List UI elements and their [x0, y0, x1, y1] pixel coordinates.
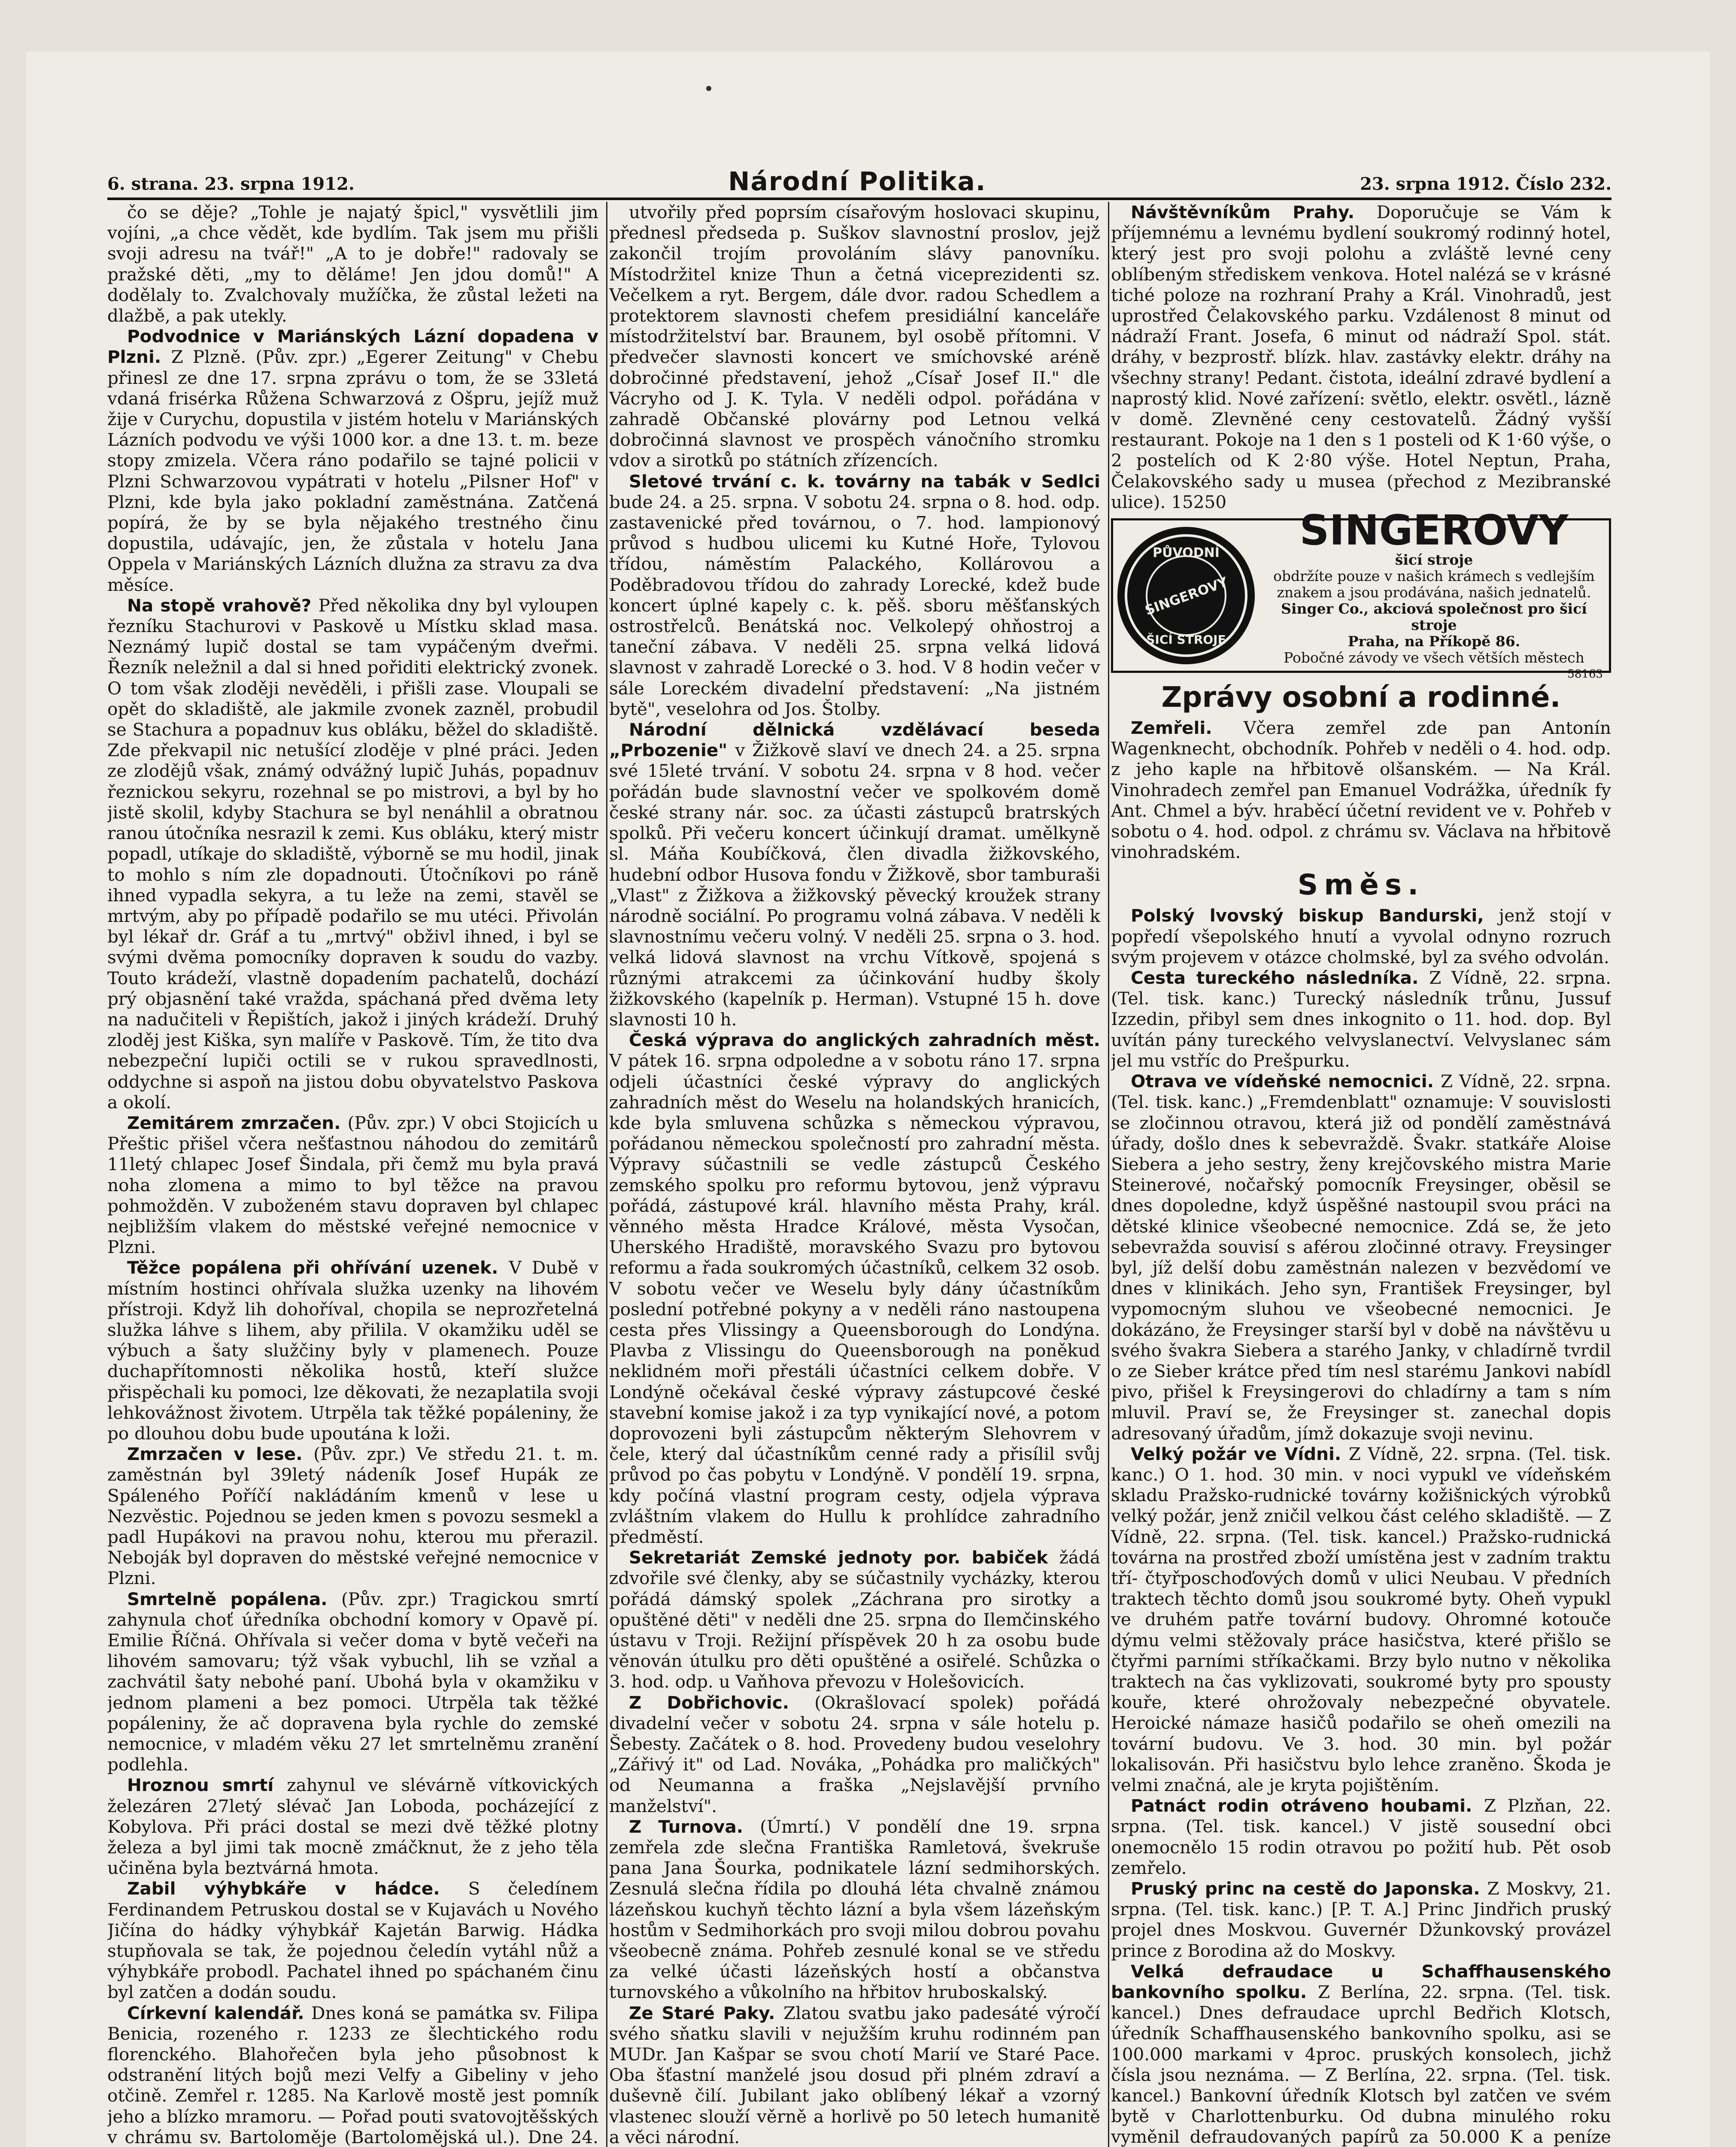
col1-headline-5: Zmrzačen v lese.	[127, 1444, 314, 1465]
col3c-paragraph-6	[1111, 1961, 1611, 2147]
col1-paragraph-3	[107, 1113, 598, 1257]
col2-headline-4: Sekretariát Zemské jednoty por. babiček	[629, 1547, 1059, 1568]
singer-logo-top: PŮVODNÍ	[1153, 545, 1220, 561]
col1-paragraph-7	[107, 1775, 598, 1878]
singer-logo-bottom: ŠICÍ STROJE	[1146, 633, 1226, 647]
col1-text-4: V Dubě v místním hostinci ohřívala služka uzenky na lihovém přístroji. Když lih dohoříval, chopila se neprozřetelná služka láhve s lihem, aby přilila. V okamžiku uděl se výbuch a šaty služčiny byly v plamenech. Pouze duchapřítomnosti několika hostů, kteří služce přispěchali ku pomoci, lze děkovati, že nezaplatila svoji lehkovážnost životem. Utrpěla tak těžké popáleniny, že po dlouhou dobu bude upoutána k loži.	[107, 1257, 598, 1444]
col1-headline-2: Na stopě vrahově?	[127, 595, 319, 616]
singer-line-3: Singer Co., akciová společnost pro šicí stroje	[1281, 600, 1587, 634]
col3c-text-0: jenž stojí v popředí všepolského hnutí a vyvolal odnyno rozruch svým projevem v otázce cholmské, byl za svého odvolán.	[1111, 905, 1611, 967]
col1-headline-3: Zemitárem zmrzačen.	[127, 1112, 348, 1133]
col1-headline-9: Církevní kalendář.	[127, 2002, 311, 2023]
col2-paragraph-4	[609, 1547, 1100, 1692]
col3c-paragraph-3	[1111, 1444, 1611, 1795]
col1-text-8: S čeledínem Ferdinandem Petruskou dostal se v Kujavách u Nového Jičína do hádky výhybkář Kajetán Barwig. Hádka stupňovala se tak, že pojednou čeledín vytáhl nůž a výhybkáře probodl. Pachatel ihned po spáchaném činu byl zatčen a dodán soudu.	[107, 1878, 598, 2003]
col1-paragraph-4	[107, 1257, 598, 1444]
col2-headline-3: Česká výprava do anglických zahradních měst.	[629, 1030, 1100, 1051]
col3c-text-6: Z Berlína, 22. srpna. (Tel. tisk. kancel.) Dnes defraudace uprchl Bedřich Klotsch, úředník Schaffhausenského bankovního spolku, asi se 100.000 markami v 4proc. pruských konsolech, jichž čísla jsou neznáma. — Z Berlína, 22. srpna. (Tel. tisk. kancel.) Bankovní úředník Klotsch byl zatčen ve svém bytě v Charlottenburku. Od dubna minulého roku vyměnil defraudovaných papírů za 50.000 K a peníze	[1111, 1982, 1611, 2147]
col2-text-6: (Úmrtí.) V pondělí dne 19. srpna zemřela zde slečna Františka Ramletová, švekruše pana Jana Šourka, podnikatele lázní sedmihorských. Zesnulá slečna řídila po dlouhá léta chvalně známou lázeňskou kuchyň těchto lázní a byla všem lázeňským hostům v Sedmihorkách pro svoji milou dobrou povahu všeobecně známa. Pohřeb zesnulé konal se ve středu za velké účasti lázeňských hostí a občanstva turnovského a vůkolního na hřbitov hruboskalský.	[609, 1816, 1100, 2003]
col1-text-5: (Pův. zpr.) Ve středu 21. t. m. zaměstnán byl 39letý nádeník Josef Hupák ze Spáleného Poříčí nakládáním kmenů v lese u Nezvěstic. Pojednou se jeden kmen s povozu sesmekl a padl Hupákovi na pravou nohu, kterou mu přerazil. Neboják byl dopraven do městské veřejné nemocnice v Plzni.	[107, 1444, 598, 1589]
col2-paragraph-0	[609, 202, 1100, 471]
column-3-miscellany	[1111, 905, 1611, 2147]
col2-headline-5: Z Dobřichovic.	[629, 1692, 815, 1713]
col2-text-1: bude 24. a 25. srpna. V sobotu 24. srpna o 8. hod. odp. zastavenické před továrnou, o 7. hod. lampionový průvod s hudbou ulicemi ku Kutné Hoře, Tylovou třídou, náměstím Palackého, Kollárovou a Poděbradovou třídou do zahrady Lorecké, kdež bude koncert úplné kapely c. k. pěš. sboru měšťanských ostrostřelců. Benátská noc. Velkolepý ohňostroj a taneční zábava. V neděli 25. srpna velká lidová slavnost v zahradě Lorecké o 3. hod. V 8 hodin večer v sále Loreckém divadelní představení: „Na jistném bytě", veselohra od Jos. Štolby.	[609, 491, 1100, 719]
col3c-text-5: Z Moskvy, 21. srpna. (Tel. tisk. kanc.) [P. T. A.] Princ Jindřich pruský projel dnes Moskvou. Guvernér Džunkovský provázel prince z Borodina až do Moskvy.	[1111, 1878, 1611, 1961]
singer-line-1: šicí stroje	[1395, 551, 1473, 569]
header-date-left: 6. strana. 23. srpna 1912.	[107, 174, 355, 194]
col3c-headline-2: Otrava ve vídeňské nemocnici.	[1131, 1071, 1441, 1092]
singer-line-5: Pobočné závody ve všech větších městech	[1284, 649, 1584, 666]
column-2	[609, 202, 1109, 2147]
col2-headline-7: Ze Staré Paky.	[629, 2002, 784, 2023]
section-title-miscellany: Směs.	[1297, 868, 1425, 902]
col1-headline-8: Zabil výhybkáře v hádce.	[127, 1878, 468, 1899]
col3c-text-4: Z Plzňan, 22. srpna. (Tel. tisk. kancel.) V jistě sousední obci onemocnělo 15 rodin otravou po požití hub. Pět osob zemřelo.	[1111, 1795, 1611, 1878]
col3c-paragraph-4	[1111, 1795, 1611, 1878]
col2-text-0: utvořily před poprsím císařovým hoslovaci skupinu, přednesl předseda p. Suškov slavnostní proslov, jejž zakončil trojím provoláním slávy panovníku. Místodržitel knize Thun a četná viceprezidenti sz. Večelkem a ryt. Bergem, dále dvor. radou Schedlem a protektorem slavnosti chefem presidiální kanceláře místodržitelství bar. Braunem, byl osobě přítomni. V předvečer slavnosti koncert ve smíchovské aréně dobročinné představení, jehož „Císař Josef II." dle Vácryho od J. K. Tyla. V neděli odpol. pořádána v zahradě Občanské plovárny pod Letnou velká dobročinná slavnost ve prospěch vánočního stromku vdov a sirotků po státních zřízencích.	[609, 202, 1100, 471]
col2-text-4: žádá zdvořile své členky, aby se súčastnily vycházky, kterou pořádá dámský spolek „Záchrana pro sirotky a opuštěné děti" v neděli dne 25. srpna do Ilemčinského ústavu v Troji. Režijní příspěvek 20 h za osobu bude věnován útulku pro děti opuštěné a osiřelé. Schůzka o 3. hod. odp. u Vaňhova převozu v Holešovicích.	[609, 1547, 1100, 1692]
col2-text-2: v Žižkově slaví ve dnech 24. a 25. srpna své 15leté trvání. V sobotu 24. srpna v 8 hod. večer pořádán bude slavnostní večer ve spolkovém domě české strany nár. soc. za účasti zástupců bratrských spolků. Při večeru koncert účinkují dramat. umělkyně sl. Máňa Koubíčková, člen divadla žižkovského, hudební odbor Husova fondu v Žižkově, sbor tamburaši „Vlast" z Žižkova a žižkovský pěvecký kroužek strany národně sociální. Po programu volná zábava. V neděli k slavnostnímu večeru volný. V neděli 25. srpna o 3. hod. velká lidová slavnost na vrchu Vítkově, spojená s různými atrakcemi za účinkování hudby školy žižkovského (kapelník p. Herman). Vstupné 15 h. dove slavnosti 10 h.	[609, 740, 1100, 1030]
header-date-right: 23. srpna 1912. Číslo 232.	[1360, 174, 1612, 194]
col3c-headline-0: Polský lvovský biskup Bandurski,	[1131, 905, 1499, 926]
col2-paragraph-5	[609, 1692, 1100, 1816]
masthead-title: Národní Politika.	[728, 167, 986, 197]
col3-headline-0: Návštěvníkům Prahy.	[1131, 202, 1377, 222]
singer-logo-mid: SINGEROVY	[1143, 574, 1230, 619]
col3c-headline-6: Velká defraudace u Schaffhausenského bankovního spolku.	[1111, 1961, 1611, 2003]
col3c-paragraph-0	[1111, 905, 1611, 967]
singer-brand: SINGEROVY	[1299, 506, 1569, 555]
col1-paragraph-0	[107, 202, 598, 326]
col3-paragraph-0	[1111, 202, 1611, 512]
col1-text-7: zahynul ve slévárně vítkovických železáren 27letý slévač Jan Loboda, pocházející z Kobylova. Při práci dostal se mezi dvě těžké plotny železa a byl jimi tak mocně zmáčknut, že z jeho těla učiněna byla beztvárná hmota.	[107, 1775, 598, 1879]
col3c-headline-1: Cesta tureckého následníka.	[1131, 967, 1429, 988]
col1-paragraph-8	[107, 1878, 598, 2002]
col3c-text-3: Z Vídně, 22. srpna. (Tel. tisk. kanc.) O 1. hod. 30 min. v noci vypukl ve vídeňském skladu Pražsko-rudnické továrny kožišnických výrobků velký požár, jenž zničil velkou část celého skladiště. — Z Vídně, 22. srpna. (Tel. tisk. kancel.) Pražsko-rudnická továrna na prostřed zboží umístěna jest v zadním traktu tří- čtyřposchoďových domů v ulici Neubau. V předních traktech těchto domů jsou soukromé byty. Oheň vypukl ve druhém patře tovární budovy. Ohromné kotouče dýmu velmi stěžovaly práce hasičstva, které přišlo se čtyřmi parními stříkačkami. Brzy bylo nutno v několika traktech na čas vyklizovati, soukromé byty pro spousty kouře, které ohrožovaly nebezpečné obyvatele. Heroické námaze hasičů podařilo se oheň omezili na tovární budovu. Ve 3. hod. 30 min. byl požár lokalisován. Při hasičstvu bylo lehce zraněno. Škoda je velmi značná, ale je kryta pojištěním.	[1111, 1443, 1611, 1795]
col1-headline-7: Hroznou smrtí	[127, 1775, 287, 1796]
col1-paragraph-1	[107, 326, 598, 595]
col3b-paragraph-0	[1111, 718, 1611, 862]
col2-text-3: V pátek 16. srpna odpoledne a v sobotu ráno 17. srpna odjeli účastníci české výpravy do anglických zahradních měst do Weselu na holandských hranicích, kde byla smluvena schůzka s německou výpravou, pořádanou německou společností pro zahradní města. Výpravy súčastnili se vedle zástupců Českého zemského spolku pro reformu bytovou, jenž výpravu pořádá, zástupové král. hlavního města Prahy, král. věnného města Hradce Králové, města Vysočan, Uherského Hradiště, moravského Svazu pro bytovou reformu a řada soukromých účastníků, celkem 32 osob. V sobotu večer ve Weselu byly dány účastníkům poslední potřebné pokyny a v neděli ráno nastoupena cesta přes Vlissingy a Queensborough do Londýna. Plavba z Vlissingu do Queensborough na poněkud neklidném moři přestáli účastníci celkem dobře. V Londýně očekával české výpravy zástupcové české stavební komise jakož i za typ vynikající nové, a potom doprovozeni byli zástupcům některým Slehovrem v čele, který dal účastníkům cenné rady a přisílil svůj průvod po čas pobytu v Londýně. V pondělí 19. srpna, kdy počíná vlastní program cesty, odjela výprava zvláštním vlakem do Hullu k prohlídce zahradního předměstí.	[609, 1050, 1100, 1547]
singer-ad-text	[1259, 505, 1609, 686]
article-columns	[107, 202, 1612, 2147]
col2-paragraph-3	[609, 1030, 1100, 1547]
col2-paragraph-6	[609, 1816, 1100, 2003]
column-3-notices	[1111, 202, 1611, 512]
scan-artifact	[706, 86, 711, 91]
col2-paragraph-7	[609, 2003, 1100, 2147]
page-header	[107, 163, 1612, 200]
col2-headline-1: Sletové trvání c. k. továrny na tabák v Sedlci	[629, 471, 1100, 492]
col3c-paragraph-2	[1111, 1071, 1611, 1444]
col1-text-3: (Pův. zpr.) V obci Stojicích u Přeštic přišel včera nešťastnou náhodou do zemitárů 11letý chlapec Josef Šindala, při čemž mu byla pravá noha zlomena a mimo to byl těžce na pravou pohmožděn. V zuboženém stavu dopraven byl chlapec nejbližším vlakem do městské veřejné nemocnice v Plzni.	[107, 1112, 598, 1258]
singer-line-4: Praha, na Příkopě 86.	[1348, 633, 1521, 650]
col1-paragraph-2	[107, 595, 598, 1113]
col2-paragraph-2	[609, 719, 1100, 1030]
section-title-personal: Zprávy osobní a rodinné.	[1161, 681, 1561, 714]
col3b-headline-0: Zemřeli.	[1131, 718, 1244, 739]
col3c-text-2: Z Vídně, 22. srpna. (Tel. tisk. kanc.) „Fremdenblatt" oznamuje: V souvislosti se zločinnou otravou, která již od pondělí zaměstnává úřady, došlo dnes k sebevraždě. Švakr. statkáře Aloise Siebera a jeho sestry, ženy krejčovského mistra Marie Steinerové, nočařský pomocník Freysinger, oběsil se dnes dopoledne, když úspěšné nastoupil svou práci na dětské klinice všeobecné nemocnice. Zdá se, že jeto sebevražda souvisí s aférou zločinné otravy. Freysinger byl, jíž delší dobu zaměstnán nalezen v bezvědomí ve dnes v klinikách. Jeho syn, František Freysinger, byl vypomocným sluhou ve všeobecné nemocnici. Je dokázáno, že Freysinger starší byl v době na návštěvu u svého švakra Siebera a starého Janky, v chladírně tvrdil o ze Sieber krátce před tím nesl starému Jankovi nabídl pivo, přišel k Freysingerovi do chladírny a tam s ním mluvil. Praví se, že Freysinger st. zanechal dopis adresovaný úřadům, jímž dokazuje svoji nevinu.	[1111, 1071, 1611, 1444]
singer-advertisement	[1111, 506, 1611, 681]
col1-text-1: Z Plzně. (Pův. zpr.) „Egerer Zeitung" v Chebu přinesl ze dne 17. srpna zprávu o tom, že se 33letá vdaná frisérka Růžena Schwarzová z Ošpru, jejíž muž žije v Curychu, dopustila v jistém hotelu v Mariánských Lázních podvodu ve výši 1000 kor. a dne 13. t. m. beze stopy zmizela. Včera ráno podařilo se tajné policii v Plzni Schwarzovou vypátrati v hotelu „Pilsner Hof" v Plzni, kde byla jako pokladní zaměstnána. Zatčená popírá, že by se byla nějakého trestného činu dopustila, udávajíc, jen, že zůstala v hotelu Jana Oppela v Mariánských Lázních dlužna za stravu za dva měsíce.	[107, 347, 598, 595]
column-1	[107, 202, 607, 2147]
col3c-headline-4: Patnáct rodin otráveno houbami.	[1131, 1795, 1484, 1816]
col1-text-9: Dnes koná se památka sv. Filipa Benicia, rozeného r. 1233 ze šlechtického rodu florenckého. Blahořečen byla jeho působnost k odstranění litých bojů mezi Velfy a Gibeliny v jeho otčině. Zemřel r. 1285. Na Karlově mostě jest pomník jeho a blízko mramoru. — Pořad pouti svatovojtěšských v chrámu sv. Bartoloměje (Bartolomějská ul.). Dne 24.	[107, 2002, 598, 2147]
col1-headline-4: Těžce popálena při ohřívání uzenek.	[127, 1257, 509, 1278]
col2-text-7: Zlatou svatbu jako padesáté výročí svého sňatku slavili v nejužším kruhu rodinném pan MUDr. Jan Kašpar se svou chotí Marií ve Staré Pace. Oba šťastní manželé jsou dosud při plném zdraví a duševně čilí. Jubilant jako oblíbený lékař a vzorný vlastenec slouží věrně a horlivě po 50 letech humanitě a věci národní.	[609, 2002, 1100, 2147]
col1-text-0: čo se děje? „Tohle je najatý špicl," vysvětlili jim vojíni, „a chce vědět, kde bydlím. Tak jsem mu přišli svoji adresu na tvář!" „A to je dobře!" radovaly se pražské děti, „my to děláme! Jen jdou domů!" A dodělaly to. Zvalchovaly mužíčka, že zůstal ležeti na dlažbě, a pak utekly.	[107, 202, 598, 326]
col3c-paragraph-5	[1111, 1878, 1611, 1961]
col2-headline-2: Národní dělnická vzdělávací beseda „Prbozenie"	[609, 719, 1100, 761]
col3c-headline-3: Velký požár ve Vídni.	[1131, 1443, 1349, 1464]
col3c-headline-5: Pruský princ na cestě do Japonska.	[1131, 1878, 1487, 1899]
column-3-personal	[1111, 718, 1611, 862]
col2-text-5: (Okrašlovací spolek) pořádá divadelní večer v sobotu 24. srpna v sále hotelu p. Šebesty. Začátek o 8. hod. Provedeny budou veselohry „Zářivý it" od Lad. Nováka, „Pohádka pro maličkých" od Neumanna a fraška „Nejslavější prvního manželství".	[609, 1692, 1100, 1816]
col2-paragraph-1	[609, 471, 1100, 719]
col3b-text-0: Včera zemřel zde pan Antonín Wagenknecht, obchodník. Pohřeb v neděli o 4. hod. odp. z jeho kaple na hřbitově olšanském. — Na Král. Vinohradech zemřel pan Emanuel Vodrážka, úředník fy Ant. Chmel a býv. hraběcí účetní revident ve v. Pohřeb v sobotu o 4. hod. odpol. z chrámu sv. Václava na hřbitově vinohradském.	[1111, 718, 1611, 863]
singer-logo	[1117, 527, 1255, 664]
col1-text-2: Před několika dny byl vyloupen řezníku Stachurovi v Paskově u Místku sklad masa. Neznámý lupič dostal se tam vypáčeným dveřmi. Řezník neležnil a dal si hned pořiditi elektrický zvonek. O tom však zloději nevěděli, i přišli zase. Vloupali se opět do skladiště, ale jakmile zvonek zazněl, probudil se Stachura a popadnuv kus obláku, běžel do skladiště. Zde překvapil nic netušící zloděje v plné práci. Jeden ze zlodějů však, známý odvážný lupič Juhás, popadnuv řeznickou sekyru, rozehnal se po mistrovi, a byl by ho jistě skolil, kdyby Stachura se byl nenáhlil a obratnou ranou útočníka nesrazil k zemi. Kus obláku, který mistr popadl, utíkaje do skladiště, výborně se mu hodil, jinak to mohlo s ním zle dopadnouti. Útočníkovi po ráně ihned vypadla sekyra, a tu leže na zemi, stavěl se mrtvým, aby po případě podařilo se mu utéci. Přivolán byl lékař dr. Gráf a tu „mrtvý" obživl ihned, i byl se svými dvěma pomocníky dopraven k soudu do vazby. Touto krádeží, vlastně dopadením pachatelů, dochází prý objasnění také vražda, spáchaná před dvěma lety na nadučiteli v Řepištích, jakož i jiných krádeží. Druhý zloděj jest Kiška, syn malíře v Paskově. Tím, že tito dva nebezpeční lupiči octili se v rukou spravedlnosti, oddychne si aspoň na jistou dobu obyvatelstvo Paskova a okolí.	[107, 595, 599, 1113]
col1-text-6: (Pův. zpr.) Tragickou smrtí zahynula choť úředníka obchodní komory v Opavě pí. Emilie Říčná. Ohřívala si večer doma v bytě večeři na lihovém samovaru; týž však vybuchl, lih se vzňal a zachvátil šaty nebohé paní. Ubohá byla v okamžiku v jednom plameni a bez pomoci. Utrpěla tak těžké popáleniny, že ač dopravena byla rychle do zemské nemocnice, v mladém věku 27 let smrtelněmu zranění podlehla.	[107, 1588, 598, 1775]
col1-paragraph-5	[107, 1444, 598, 1588]
col1-paragraph-6	[107, 1589, 598, 1775]
col2-headline-6: Z Turnova.	[629, 1816, 760, 1837]
col3c-text-1: Z Vídně, 22. srpna. (Tel. tisk. kanc.) Turecký následník trůnu, Jussuf Izzedin, přibyl sem dnes inkognito o 11. hod. dop. Byl uvítán pány tureckého velvyslanectví. Velvyslanec sám jel mu vstříc do Prešpurku.	[1111, 967, 1611, 1071]
singer-code: 58163	[1567, 668, 1603, 681]
singer-logo-emblem	[1122, 531, 1250, 660]
col1-headline-1: Podvodnice v Mariánských Lázní dopadena v Plzni.	[107, 326, 598, 368]
col3-text-0: Doporučuje se Vám k příjemnému a levnému bydlení soukromý rodinný hotel, který jest pro svoji polohu a zvláště levné ceny oblíbeným střediskem venkova. Hotel nalézá se v krásné tiché poloze na rozhraní Prahy a Král. Vinohradů, jest uprostřed Čelakovského parku. Vzdálenost 8 minut od nádraží Frant. Josefa, 6 minut od nádraží Spol. stát. dráhy, v bezprostř. blízk. hlav. zastávky elektr. dráhy na všechny strany! Pedant. čistota, ideální zdravé bydlení a naprostý klid. Nové zařízení: světlo, elektr. osvětl., lázně v domě. Zlevněné ceny cestovatelů. Žádný vyšší restaurant. Pokoje na 1 den s 1 posteli od K 1·60 výše, o 2 postelích od K 2·80 výše. Hotel Neptun, Praha, Čelakovského sady u musea (přechod z Mezibranské ulice). 15250	[1111, 202, 1611, 512]
col1-paragraph-9	[107, 2003, 598, 2147]
column-3	[1111, 202, 1611, 2147]
col3c-paragraph-1	[1111, 967, 1611, 1071]
col1-headline-6: Smrtelně popálena.	[127, 1588, 341, 1609]
singer-line-2: obdržíte pouze v našich krámech s vedlejším znakem a jsou prodávána, našich jednatelů.	[1273, 568, 1595, 601]
